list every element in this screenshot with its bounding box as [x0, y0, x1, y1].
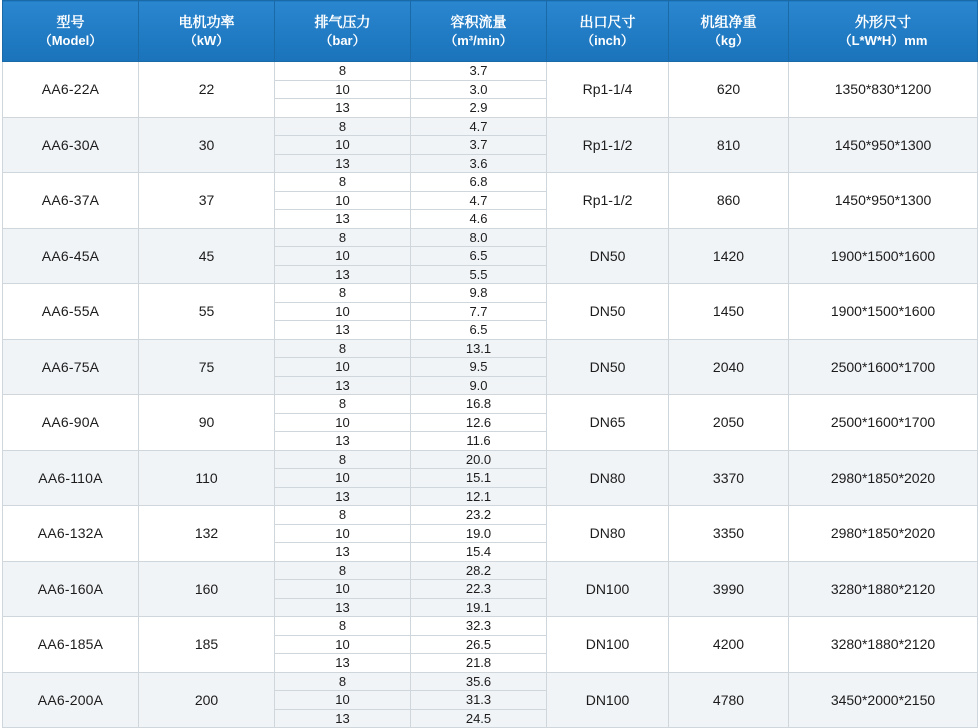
cell-pressure: 8 [275, 506, 411, 525]
cell-flow: 6.8 [411, 173, 547, 192]
cell-flow: 28.2 [411, 561, 547, 580]
cell-flow: 15.1 [411, 469, 547, 488]
cell-dimension: 2500*1600*1700 [789, 395, 978, 451]
cell-flow: 11.6 [411, 432, 547, 451]
cell-outlet: DN100 [547, 672, 669, 728]
cell-dimension: 3450*2000*2150 [789, 672, 978, 728]
cell-model: AA6-45A [3, 228, 139, 284]
cell-flow: 3.7 [411, 136, 547, 155]
cell-flow: 8.0 [411, 228, 547, 247]
cell-outlet: DN80 [547, 450, 669, 506]
cell-flow: 20.0 [411, 450, 547, 469]
column-title-power: 电机功率 [178, 13, 235, 30]
cell-weight: 1420 [669, 228, 789, 284]
table-row [3, 617, 978, 636]
column-subtitle-model: （Model） [38, 32, 103, 48]
cell-weight: 2040 [669, 339, 789, 395]
cell-flow: 12.6 [411, 413, 547, 432]
cell-dimension: 1350*830*1200 [789, 62, 978, 118]
cell-power: 45 [139, 228, 275, 284]
cell-pressure: 8 [275, 284, 411, 303]
cell-flow: 4.7 [411, 191, 547, 210]
cell-model: AA6-90A [3, 395, 139, 451]
column-subtitle-outlet: （inch） [581, 32, 634, 48]
table-row [3, 561, 978, 580]
cell-dimension: 2980*1850*2020 [789, 506, 978, 562]
cell-flow: 23.2 [411, 506, 547, 525]
cell-power: 160 [139, 561, 275, 617]
cell-dimension: 1450*950*1300 [789, 117, 978, 173]
cell-outlet: DN100 [547, 561, 669, 617]
cell-outlet: DN50 [547, 339, 669, 395]
cell-flow: 6.5 [411, 321, 547, 340]
cell-flow: 12.1 [411, 487, 547, 506]
cell-model: AA6-37A [3, 173, 139, 229]
cell-pressure: 10 [275, 136, 411, 155]
cell-dimension: 2980*1850*2020 [789, 450, 978, 506]
cell-pressure: 10 [275, 691, 411, 710]
cell-flow: 6.5 [411, 247, 547, 266]
table-header-row [3, 1, 978, 62]
cell-pressure: 8 [275, 173, 411, 192]
cell-pressure: 13 [275, 487, 411, 506]
cell-dimension: 3280*1880*2120 [789, 561, 978, 617]
cell-flow: 15.4 [411, 543, 547, 562]
cell-pressure: 8 [275, 62, 411, 81]
cell-model: AA6-55A [3, 284, 139, 340]
cell-pressure: 13 [275, 210, 411, 229]
cell-outlet: Rp1-1/2 [547, 117, 669, 173]
cell-outlet: DN65 [547, 395, 669, 451]
cell-flow: 21.8 [411, 654, 547, 673]
column-title-flow: 容积流量 [450, 13, 507, 30]
table-row [3, 339, 978, 358]
table-body [3, 62, 978, 728]
cell-flow: 16.8 [411, 395, 547, 414]
cell-power: 75 [139, 339, 275, 395]
cell-flow: 22.3 [411, 580, 547, 599]
cell-model: AA6-110A [3, 450, 139, 506]
cell-flow: 9.5 [411, 358, 547, 377]
cell-power: 22 [139, 62, 275, 118]
cell-pressure: 10 [275, 413, 411, 432]
table-row [3, 62, 978, 81]
cell-outlet: DN50 [547, 284, 669, 340]
table-row [3, 395, 978, 414]
cell-dimension: 2500*1600*1700 [789, 339, 978, 395]
table-header [3, 1, 978, 62]
cell-pressure: 8 [275, 561, 411, 580]
column-title-model: 型号 [56, 13, 85, 30]
cell-outlet: Rp1-1/4 [547, 62, 669, 118]
cell-flow: 32.3 [411, 617, 547, 636]
cell-weight: 620 [669, 62, 789, 118]
cell-pressure: 10 [275, 80, 411, 99]
cell-outlet: DN50 [547, 228, 669, 284]
cell-model: AA6-132A [3, 506, 139, 562]
cell-pressure: 13 [275, 99, 411, 118]
cell-power: 90 [139, 395, 275, 451]
cell-weight: 860 [669, 173, 789, 229]
column-header-dimension [789, 1, 978, 62]
cell-pressure: 10 [275, 580, 411, 599]
cell-pressure: 13 [275, 321, 411, 340]
cell-flow: 19.0 [411, 524, 547, 543]
cell-power: 185 [139, 617, 275, 673]
cell-pressure: 10 [275, 469, 411, 488]
cell-pressure: 13 [275, 265, 411, 284]
cell-power: 37 [139, 173, 275, 229]
cell-model: AA6-22A [3, 62, 139, 118]
cell-pressure: 8 [275, 617, 411, 636]
cell-weight: 2050 [669, 395, 789, 451]
cell-power: 55 [139, 284, 275, 340]
column-header-flow [411, 1, 547, 62]
cell-flow: 4.6 [411, 210, 547, 229]
cell-dimension: 1900*1500*1600 [789, 228, 978, 284]
cell-pressure: 10 [275, 358, 411, 377]
column-header-power [139, 1, 275, 62]
cell-pressure: 13 [275, 154, 411, 173]
column-header-weight [669, 1, 789, 62]
cell-power: 110 [139, 450, 275, 506]
cell-outlet: DN100 [547, 617, 669, 673]
cell-model: AA6-185A [3, 617, 139, 673]
cell-model: AA6-160A [3, 561, 139, 617]
column-header-outlet [547, 1, 669, 62]
cell-pressure: 8 [275, 339, 411, 358]
cell-pressure: 8 [275, 450, 411, 469]
cell-weight: 3990 [669, 561, 789, 617]
cell-flow: 3.6 [411, 154, 547, 173]
cell-model: AA6-200A [3, 672, 139, 728]
column-title-pressure: 排气压力 [314, 13, 371, 30]
cell-flow: 19.1 [411, 598, 547, 617]
cell-flow: 24.5 [411, 709, 547, 728]
cell-pressure: 13 [275, 376, 411, 395]
cell-dimension: 1900*1500*1600 [789, 284, 978, 340]
column-header-model [3, 1, 139, 62]
cell-pressure: 13 [275, 654, 411, 673]
cell-weight: 3370 [669, 450, 789, 506]
cell-flow: 31.3 [411, 691, 547, 710]
cell-power: 30 [139, 117, 275, 173]
column-title-weight: 机组净重 [700, 13, 757, 30]
column-subtitle-dimension: （L*W*H）mm [838, 32, 928, 48]
cell-flow: 9.0 [411, 376, 547, 395]
cell-pressure: 10 [275, 247, 411, 266]
table-row [3, 672, 978, 691]
table-row [3, 450, 978, 469]
cell-outlet: Rp1-1/2 [547, 173, 669, 229]
specification-table [2, 0, 978, 728]
cell-flow: 13.1 [411, 339, 547, 358]
cell-flow: 26.5 [411, 635, 547, 654]
cell-weight: 810 [669, 117, 789, 173]
column-subtitle-weight: （kg） [707, 32, 750, 48]
table-row [3, 228, 978, 247]
cell-weight: 1450 [669, 284, 789, 340]
cell-pressure: 13 [275, 709, 411, 728]
column-header-pressure [275, 1, 411, 62]
cell-pressure: 13 [275, 598, 411, 617]
cell-pressure: 13 [275, 543, 411, 562]
column-title-outlet: 出口尺寸 [579, 13, 636, 30]
cell-dimension: 1450*950*1300 [789, 173, 978, 229]
cell-flow: 7.7 [411, 302, 547, 321]
cell-weight: 3350 [669, 506, 789, 562]
table-row [3, 284, 978, 303]
cell-pressure: 10 [275, 635, 411, 654]
cell-weight: 4780 [669, 672, 789, 728]
column-subtitle-flow: （m³/min） [444, 32, 513, 48]
cell-pressure: 8 [275, 228, 411, 247]
cell-model: AA6-30A [3, 117, 139, 173]
cell-pressure: 10 [275, 302, 411, 321]
cell-flow: 3.0 [411, 80, 547, 99]
cell-dimension: 3280*1880*2120 [789, 617, 978, 673]
cell-power: 132 [139, 506, 275, 562]
cell-flow: 4.7 [411, 117, 547, 136]
cell-pressure: 10 [275, 524, 411, 543]
cell-pressure: 8 [275, 672, 411, 691]
cell-outlet: DN80 [547, 506, 669, 562]
cell-power: 200 [139, 672, 275, 728]
cell-pressure: 10 [275, 191, 411, 210]
cell-flow: 5.5 [411, 265, 547, 284]
cell-flow: 3.7 [411, 62, 547, 81]
column-subtitle-power: （kW） [183, 32, 230, 48]
cell-pressure: 8 [275, 117, 411, 136]
table-row [3, 117, 978, 136]
cell-flow: 9.8 [411, 284, 547, 303]
column-title-dimension: 外形尺寸 [855, 13, 911, 30]
cell-weight: 4200 [669, 617, 789, 673]
cell-pressure: 13 [275, 432, 411, 451]
table-row [3, 506, 978, 525]
cell-flow: 2.9 [411, 99, 547, 118]
column-subtitle-pressure: （bar） [319, 32, 366, 48]
cell-model: AA6-75A [3, 339, 139, 395]
table-row [3, 173, 978, 192]
cell-pressure: 8 [275, 395, 411, 414]
cell-flow: 35.6 [411, 672, 547, 691]
